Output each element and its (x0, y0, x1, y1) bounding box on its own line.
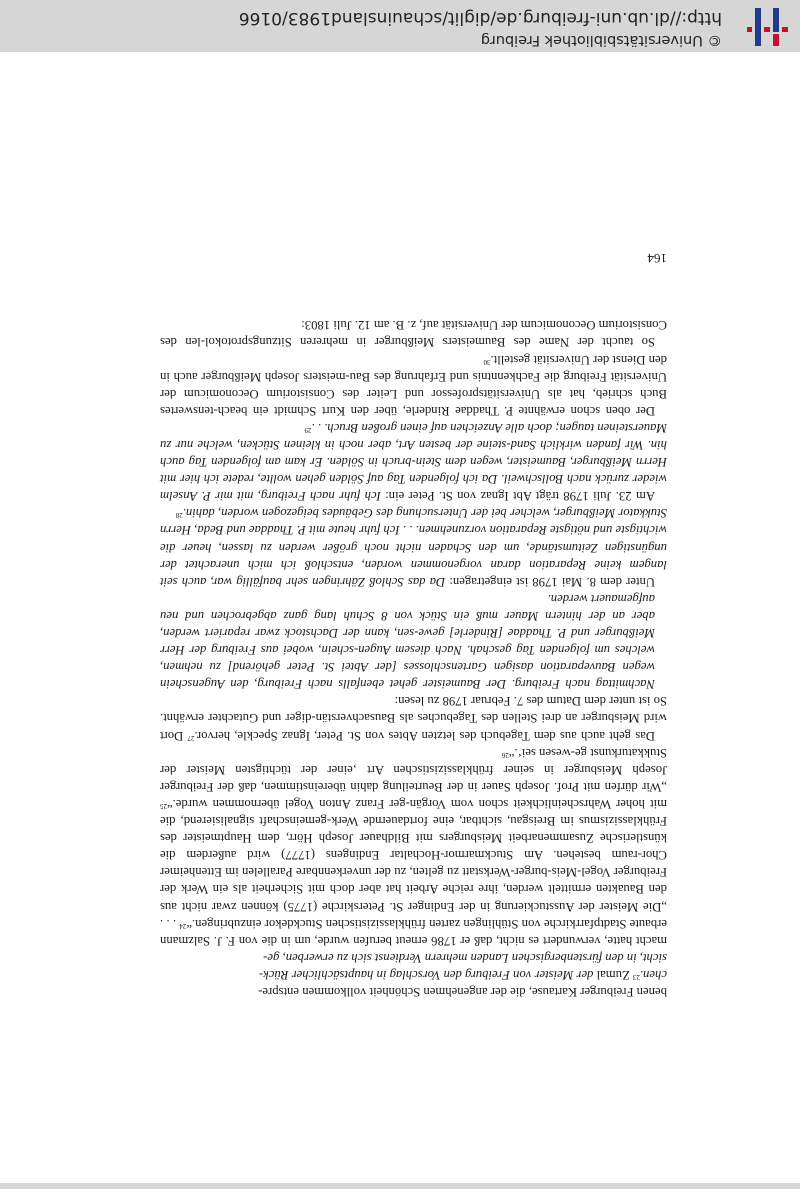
book-page (160, 250, 667, 1000)
paragraph-9: Der oben schon erwähnte P. Thaddae Rinderle, über den Kurt Schmidt ein beach-tenswertes Buch schrieb, hat als Universitätsprofessor und Leiter des Consistorium Oeconomicum der Universität Freiburg die Fachkenntnis und Erfahrung des Bau-meisters Joseph Meißburger auch in den Dienst der Universität gestellt.$^{30}$ (160, 352, 667, 418)
ub-freiburg-logo-icon (746, 6, 792, 48)
paragraph-4: macht hatte, verwundert es nicht, daß er 1786 erneut berufen wurde, um in die von F. J. Salzmann erbaute Stadtpfarrkirche von Stühlingen zarten frühklassizistischen Stuckdekor einzubringen.“$^{24}$ . . . „Die Meister der Ausstuckierung in der Endinger St. Peterskirche (1775) können zwar nicht aus den Bauakten ermittelt werden, ihre reiche Arbeit hat aber doch mit Sicherheit als ein Werk der Freiburger Vogel-Meis-burger-Werkstatt zu gelten, zu der unverkennbare Parallelen im Ettenheimer Chor-raum bestehen. Am Stuckmarmor-Hochaltar Endingens (1777) wird außerdem die künstlerische Zusammenarbeit Meisburgers mit Bildhauer Joseph Hörr, dem Hauptmeister des Frühklassizismus im Breisgau, sichtbar, eine fortdauernde Werk-gemeinschaft signalisierend, die mit hoher Wahrscheinlichkeit schon vom Vorgän-ger Franz Anton Vogel übernommen wurde.“$^{25}$ „Wir dürfen mit Prof. Joseph Sauer in der Beurteilung dahin übereinstimmen, daß der Freiburger Joseph Meisburger in seiner frühklassizistischen Art ‚einer der tüchtigsten Meister der Stukkaturkunst ge-wesen sei‘.“$^{26}$ (159, 745, 667, 948)
paragraph-1: benen Freiburger Kartause, die der angenehmen Schönheit vollkommen entspre- (258, 985, 667, 999)
source-url[interactable]: http://dl.ub.uni-freiburg.de/diglit/schauinsland1983/0166 (238, 8, 722, 28)
copyright-notice: © Universitätsbibliothek Freiburg (480, 32, 722, 48)
paragraph-3: sicht, in den fürstenbergischen Landen mehrern Verdienst sich zu erwerben, ge- (263, 950, 667, 965)
paragraph-2: chen.$^{23}$ Zumal der Meister von Freiburg den Vorschlag in hauptsächlicher Rück- (258, 967, 667, 982)
paragraph-5: Das geht auch aus dem Tagebuch des letzten Abtes von St. Peter, Ignaz Speckle, hervor.$^{27}$ Dort wird Meisburger an drei Stellen des Tagebuches als Bausachverstän-diger und Gutachter erwähnt. So ist unter dem Datum des 7. Februar 1798 zu lesen: (160, 694, 667, 743)
viewer-header-bar (0, 0, 800, 52)
paragraph-7: Unter dem 8. Mai 1798 ist eingetragen: Da das Schloß Zähringen sehr baufällig war, auch seit langem keine Reparation daran vorgenommen worden, entschloß ich mich unerachtet der ungünstigen Zeitumstände, um den Schaden nicht noch größer werden zu lassen, heuer die wichtigste und nötigste Reparation vorzunehmen. . . Ich fuhr heute mit P. Thaddae und Beda, Herrn Stukkator Meißburger, welcher bei der Untersuchung des Gebäudes beigezogen worden, dahin.$^{28}$ (159, 506, 667, 589)
paragraph-8: Am 23. Juli 1798 trägt Abt Ignaz von St. Peter ein: Ich fuhr nach Freiburg, mit mir P. Anselm wieder zurück nach Bollschweil. Da ich folgenden Tag auf Sölden gehen wollte, redete ich hier mit Herrn Meißburger, Baumeister, wegen dem Stein-bruch in Sölden. Er kam am folgenden Tag auch hin. Wir fanden wirklich Sand-steine der besten Art, aber noch in kleinen Stücken, welche nur zu Mauersteinen taugen; doch alle Anzeichen auf einen großen Bruch. . .$^{29}$ (160, 420, 667, 504)
page-number: 164 (647, 251, 667, 266)
viewer-footer-bar (0, 1183, 800, 1189)
paragraph-10: So taucht der Name des Baumeisters Meißburger in mehreren Sitzungsprotokol-len des Consistorium Oeconomicum der Universität auf, z. B. am 12. Juli 1803: (160, 318, 667, 350)
paragraph-6: Nachmittag nach Freiburg. Der Baumeister gehet ebenfalls nach Freiburg, den Augenschein wegen Bauveparation dasigen Gartenschlosses [der Abtei St. Peter gehörend] zu nehmen, welches um folgenden Tag geschah. Nach diesem Augen-schein, wobei aus Freiburg der Herr Meißburger und P. Thaddae [Rinderle] gewe-sen, kann der Dachstock zwar repariert werden, aber an der hintern Mauer muß ein Stück von 8 Schuh lang ganz abgebrochen und neu aufgemauert werden. (160, 591, 655, 692)
page-body-text (160, 316, 667, 1000)
